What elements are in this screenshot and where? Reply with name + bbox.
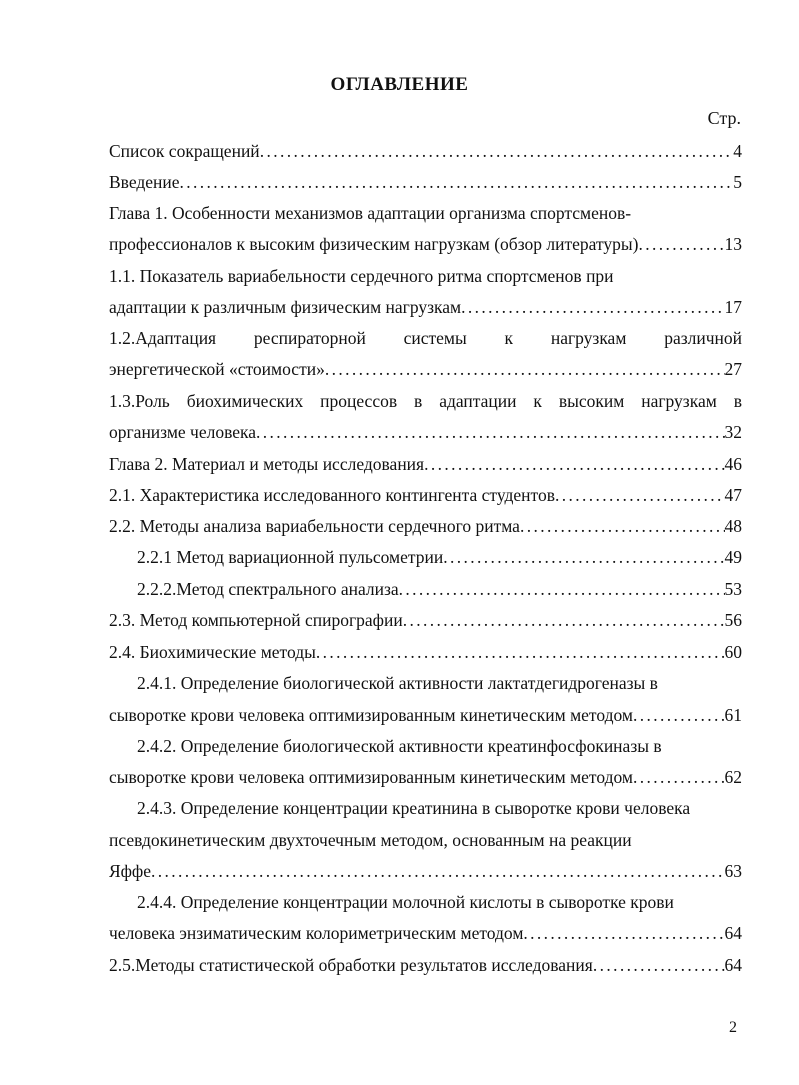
word: процессов bbox=[320, 391, 398, 411]
toc-entry-text: сыворотке крови человека оптимизированным кинетическим методом bbox=[109, 767, 633, 787]
word: в bbox=[733, 391, 742, 411]
word: 1.3.Роль bbox=[109, 391, 170, 411]
toc-entry[interactable] bbox=[137, 578, 742, 600]
leader-dots bbox=[633, 766, 725, 788]
toc-entry-line[interactable]: 2.4.4. Определение концентрации молочной кислоты в сыворотке крови bbox=[137, 892, 674, 912]
toc-entry-text: энергетической «стоимости» bbox=[109, 359, 325, 379]
word: различной bbox=[664, 328, 742, 348]
toc-entry[interactable] bbox=[109, 453, 742, 475]
toc-entry-text: 2.3. Метод компьютерной спирографии bbox=[109, 610, 403, 630]
toc-entry-page: 47 bbox=[724, 485, 742, 505]
word: высоким bbox=[558, 391, 625, 411]
word: респираторной bbox=[253, 328, 366, 348]
toc-entry-text: 2.2.2.Метод спектрального анализа bbox=[137, 579, 399, 599]
toc-entry[interactable] bbox=[109, 296, 742, 318]
leader-dots bbox=[461, 296, 724, 318]
toc-entry[interactable] bbox=[109, 954, 742, 976]
word: нагрузкам bbox=[550, 328, 627, 348]
toc-entry-text: человека энзиматическим колориметрическим методом bbox=[109, 923, 524, 943]
toc-entry[interactable] bbox=[109, 704, 742, 726]
toc-entry[interactable] bbox=[109, 484, 742, 506]
page-number: 2 bbox=[729, 1019, 737, 1036]
toc-entry-page: 32 bbox=[724, 422, 742, 442]
toc-entry-page: 64 bbox=[724, 955, 742, 975]
toc-entry[interactable] bbox=[109, 358, 742, 380]
toc-entry[interactable] bbox=[137, 546, 742, 568]
leader-dots bbox=[520, 515, 725, 537]
toc-entry-line[interactable]: псевдокинетическим двухточечным методом, основанным на реакции bbox=[109, 830, 632, 850]
leader-dots bbox=[316, 641, 725, 663]
toc-entry[interactable] bbox=[109, 922, 742, 944]
toc-entry[interactable] bbox=[109, 233, 742, 255]
toc-entry[interactable] bbox=[109, 421, 742, 443]
toc-entry-page: 64 bbox=[724, 923, 742, 943]
toc-entry-text: Глава 2. Материал и методы исследования bbox=[109, 454, 425, 474]
toc-entry-line[interactable]: Глава 1. Особенности механизмов адаптации организма спортсменов- bbox=[109, 203, 632, 223]
leader-dots bbox=[443, 546, 724, 568]
toc-entry[interactable] bbox=[109, 641, 742, 663]
toc-entry-line[interactable] bbox=[109, 390, 742, 412]
toc-entry-line[interactable]: 1.1. Показатель вариабельности сердечного ритма спортсменов при bbox=[109, 266, 614, 286]
leader-dots bbox=[638, 233, 724, 255]
toc-entry-line[interactable]: 2.4.2. Определение биологической активности креатинфосфокиназы в bbox=[137, 736, 662, 756]
toc-entry-text: 2.5.Методы статистической обработки результатов исследования bbox=[109, 955, 593, 975]
toc-entry-line[interactable]: 2.4.3. Определение концентрации креатинина в сыворотке крови человека bbox=[137, 798, 691, 818]
word: системы bbox=[403, 328, 467, 348]
toc-entry-page: 46 bbox=[724, 454, 742, 474]
page-title: ОГЛАВЛЕНИЕ bbox=[330, 74, 469, 95]
leader-dots bbox=[593, 954, 725, 976]
leader-dots bbox=[260, 140, 734, 162]
leader-dots bbox=[633, 704, 725, 726]
word: нагрузкам bbox=[641, 391, 717, 411]
toc-entry[interactable] bbox=[109, 515, 742, 537]
toc-entry[interactable] bbox=[109, 766, 742, 788]
toc-entry-text: Яффе bbox=[109, 861, 152, 881]
word: к bbox=[504, 328, 514, 348]
toc-entry-text: 2.2. Методы анализа вариабельности сердечного ритма bbox=[109, 516, 520, 536]
toc-entry-page: 13 bbox=[724, 234, 742, 254]
toc-entry-line[interactable] bbox=[109, 327, 742, 349]
toc-entry-page: 60 bbox=[724, 642, 742, 662]
leader-dots bbox=[180, 171, 734, 193]
toc-entry[interactable] bbox=[109, 609, 742, 631]
toc-entry[interactable] bbox=[109, 140, 742, 162]
leader-dots bbox=[403, 609, 725, 631]
leader-dots bbox=[399, 578, 725, 600]
leader-dots bbox=[424, 453, 724, 475]
toc-entry-page: 5 bbox=[733, 172, 742, 192]
toc-entry-page: 48 bbox=[724, 516, 742, 536]
leader-dots bbox=[151, 860, 724, 882]
toc-entry-text: 2.1. Характеристика исследованного контингента студентов bbox=[109, 485, 555, 505]
leader-dots bbox=[523, 922, 724, 944]
toc-entry-text: адаптации к различным физическим нагрузкам bbox=[109, 297, 462, 317]
toc-entry-text: Список сокращений bbox=[109, 141, 260, 161]
toc-entry-line[interactable]: 2.4.1. Определение биологической активности лактатдегидрогеназы в bbox=[137, 673, 658, 693]
toc-entry-text: организме человека bbox=[109, 422, 257, 442]
toc-entry-text: 2.4. Биохимические методы bbox=[109, 642, 316, 662]
word: к bbox=[533, 391, 542, 411]
toc-entry-page: 49 bbox=[724, 547, 742, 567]
toc-entry-page: 56 bbox=[724, 610, 742, 630]
toc-entry-text: Введение bbox=[109, 172, 180, 192]
toc-entry-text: профессионалов к высоким физическим нагрузкам (обзор литературы) bbox=[109, 234, 639, 254]
leader-dots bbox=[555, 484, 725, 506]
page-column-label: Стр. bbox=[707, 108, 741, 128]
word: биохимических bbox=[186, 391, 304, 411]
toc-entry-page: 61 bbox=[724, 705, 742, 725]
toc-entry-text: 2.2.1 Метод вариационной пульсометрии bbox=[137, 547, 444, 567]
toc-entry-text: сыворотке крови человека оптимизированным кинетическим методом bbox=[109, 705, 633, 725]
toc-entry-page: 17 bbox=[724, 297, 742, 317]
toc-entry-page: 27 bbox=[724, 359, 742, 379]
toc-entry-page: 4 bbox=[733, 141, 742, 161]
word: адаптации bbox=[439, 391, 517, 411]
word: в bbox=[414, 391, 423, 411]
leader-dots bbox=[325, 358, 725, 380]
toc-entry-page: 62 bbox=[724, 767, 742, 787]
toc-entry[interactable] bbox=[109, 860, 742, 882]
toc-entry[interactable] bbox=[109, 171, 742, 193]
word: 1.2.Адаптация bbox=[109, 328, 217, 348]
toc-entry-page: 53 bbox=[724, 579, 742, 599]
toc-entry-page: 63 bbox=[724, 861, 742, 881]
leader-dots bbox=[256, 421, 724, 443]
